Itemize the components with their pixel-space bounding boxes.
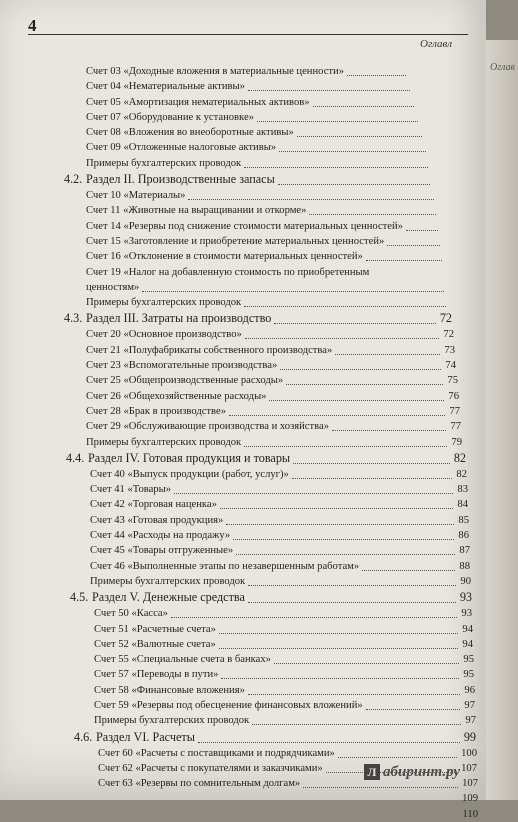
toc-page-number: 75 [447, 375, 458, 387]
toc-entry-title: Счет 03 «Доходные вложения в материальные ценности» [86, 66, 344, 77]
toc-entry-row [0, 419, 461, 434]
toc-entry-title: Счет 44 «Расходы на продажу» [90, 530, 231, 542]
toc-entry-row [0, 249, 444, 264]
toc-dot-leader [366, 709, 460, 710]
toc-entry-row [0, 807, 478, 822]
toc-entry-row [0, 358, 456, 373]
toc-page-number: 77 [450, 421, 461, 433]
toc-entry-row [0, 404, 460, 419]
toc-dot-leader [236, 554, 455, 555]
toc-page-number: 109 [462, 793, 478, 805]
toc-page-number: 72 [443, 329, 454, 341]
toc-entry-title: Счет 11 «Животные на выращивании и откорме» [86, 205, 307, 217]
toc-entry-title: Счет 59 «Резервы под обесценение финансовых вложений» [94, 699, 363, 711]
toc-page-number: 88 [459, 560, 470, 572]
toc-dot-leader [286, 384, 443, 385]
watermark-text: абиринт.ру [383, 764, 461, 780]
toc-page-number: 90 [460, 575, 471, 587]
toc-page-number: 100 [461, 747, 477, 759]
toc-page-number: 73 [444, 344, 455, 356]
toc-entry-row [0, 482, 468, 497]
toc-dot-leader [313, 106, 414, 107]
toc-entry-title: Счет 25 «Общепроизводственные расходы» [86, 375, 284, 387]
toc-entry-title: Счет 46 «Выполненные этапы по незавершенным работам» [90, 560, 360, 572]
table-of-contents [0, 64, 486, 822]
toc-dot-leader [362, 570, 455, 571]
toc-entry-title: Раздел IV. Готовая продукция и товары [88, 450, 291, 465]
toc-entry-row [0, 543, 470, 558]
toc-entry-title: Счет 16 «Отклонение в стоимости материальных ценностей» [86, 251, 363, 263]
toc-entry-title: Счет 42 «Торговая наценка» [90, 499, 217, 511]
toc-dot-leader [280, 369, 441, 370]
toc-dot-leader [248, 602, 456, 603]
page-number: 4 [28, 16, 37, 35]
toc-page-number: 74 [445, 360, 456, 372]
toc-entry-title: Счет 10 «Материалы» [86, 190, 186, 202]
toc-page-number: 96 [464, 684, 475, 696]
toc-dot-leader [219, 633, 458, 634]
toc-dot-leader [387, 245, 440, 246]
toc-entry-title: Примеры бухгалтерских проводок [94, 715, 250, 727]
toc-entry-row [0, 265, 444, 280]
header-rule [28, 34, 468, 35]
toc-page-number: 95 [463, 669, 474, 681]
toc-dot-leader [335, 354, 440, 355]
next-page-edge [486, 40, 518, 800]
toc-entry-title: Счет 55 «Специальные счета в банках» [94, 654, 271, 666]
toc-page-number: 97 [465, 715, 476, 727]
toc-section-row [0, 171, 432, 188]
toc-dot-leader [338, 757, 457, 758]
toc-page-number: 77 [449, 405, 460, 417]
toc-entry-title: ценностям» [86, 281, 140, 293]
toc-entry-row [0, 497, 468, 512]
toc-entry-title: Счет 60 «Расчеты с поставщиками и подрядчиками» [98, 747, 335, 759]
toc-entry-title: Счет 29 «Обслуживающие производства и хозяйства» [86, 421, 330, 433]
toc-entry-title: Счет 52 «Валютные счета» [94, 638, 216, 650]
toc-entry-row [0, 64, 408, 79]
toc-dot-leader [244, 446, 447, 447]
toc-entry-row [0, 435, 462, 450]
labirint-watermark [364, 764, 460, 781]
toc-page-number: 76 [448, 390, 459, 402]
toc-entry-row [0, 79, 412, 94]
toc-page-number: 86 [458, 530, 469, 542]
toc-entry-title: Счет 20 «Основное производство» [86, 329, 242, 341]
toc-page-number: 93 [459, 590, 472, 605]
toc-entry-title: Раздел III. Затраты на производство [86, 311, 272, 326]
toc-entry-title: Счет 50 «Касса» [94, 608, 168, 620]
toc-entry-row [0, 698, 475, 713]
toc-entry-row [0, 188, 436, 203]
toc-section-number: 4.2. [64, 172, 83, 187]
toc-entry-title: Счет 14 «Резервы под снижение стоимости материальных ценностей» [86, 220, 403, 232]
toc-dot-leader [171, 617, 457, 618]
toc-dot-leader [366, 260, 442, 261]
toc-page-number: 72 [439, 311, 452, 326]
toc-section-number: 4.6. [74, 729, 93, 744]
toc-dot-leader [252, 724, 461, 725]
toc-dot-leader [347, 75, 406, 76]
toc-page-number: 79 [451, 436, 462, 448]
toc-page-number: 99 [463, 729, 476, 744]
toc-dot-leader [292, 478, 452, 479]
toc-page-number: 87 [459, 545, 470, 557]
toc-section-number: 4.4. [66, 450, 85, 465]
toc-entry-row [0, 683, 475, 698]
toc-entry-row [0, 234, 442, 249]
toc-dot-leader [278, 184, 430, 185]
toc-dot-leader [248, 694, 460, 695]
toc-dot-leader [274, 663, 459, 664]
toc-dot-leader [233, 539, 454, 540]
toc-section-number: 4.5. [70, 590, 89, 605]
toc-section-row [0, 729, 476, 746]
toc-entry-title: Примеры бухгалтерских проводок [86, 297, 242, 309]
toc-entry-title: Примеры бухгалтерских проводок [86, 157, 242, 169]
toc-dot-leader [220, 508, 453, 509]
toc-dot-leader [309, 214, 436, 215]
toc-entry-title: Счет 23 «Вспомогательные производства» [86, 360, 278, 372]
toc-entry-row [0, 219, 440, 234]
toc-dot-leader [198, 742, 460, 743]
toc-entry-title: Счет 15 «Заготовление и приобретение материальных ценностей» [86, 235, 385, 247]
toc-dot-leader [229, 415, 445, 416]
toc-entry-title: Счет 40 «Выпуск продукции (работ, услуг)» [90, 468, 289, 480]
next-page-header: Оглав [490, 62, 515, 73]
toc-page-number: 93 [461, 608, 472, 620]
toc-page-number: 85 [458, 514, 469, 526]
toc-page-number: 107 [461, 762, 477, 774]
toc-page-number: 83 [457, 484, 468, 496]
toc-dot-leader [279, 151, 426, 152]
toc-entry-row [0, 467, 467, 482]
toc-dot-leader [406, 230, 438, 231]
toc-entry-title: Счет 05 «Амортизация нематериальных активов» [86, 96, 310, 108]
toc-entry-title: Счет 19 «Налог на добавленную стоимость по приобретенным [86, 266, 370, 278]
toc-entry-row [0, 343, 455, 358]
toc-entry-title: Счет 58 «Финансовые вложения» [94, 684, 245, 696]
toc-dot-leader [257, 121, 418, 122]
toc-entry-title: Счет 04 «Нематериальные активы» [86, 81, 245, 93]
labirint-logo-icon: Л [364, 764, 380, 780]
toc-entry-title: Счет 09 «Отложенные налоговые активы» [86, 142, 277, 154]
toc-entry-title: Раздел II. Производственные запасы [86, 172, 275, 187]
toc-entry-row [0, 622, 473, 637]
toc-entry-title: Счет 57 «Переводы в пути» [94, 669, 219, 681]
toc-entry-row [0, 156, 430, 171]
toc-page-number: 97 [464, 699, 475, 711]
toc-dot-leader [226, 524, 454, 525]
toc-entry-title: Раздел V. Денежные средства [92, 590, 245, 605]
toc-page-number: 95 [463, 654, 474, 666]
toc-entry-row [0, 373, 458, 388]
toc-dot-leader [332, 430, 446, 431]
toc-entry-title: Счет 21 «Полуфабрикаты собственного производства» [86, 344, 333, 356]
toc-entry-title: Счет 63 «Резервы по сомнительным долгам» [98, 778, 301, 790]
toc-page-number: 82 [453, 450, 466, 465]
toc-dot-leader [219, 648, 458, 649]
toc-entry-title: Счет 41 «Товары» [90, 484, 172, 496]
toc-entry-title: Счет 43 «Готовая продукция» [90, 514, 224, 526]
toc-entry-title: Счет 45 «Товары отгруженные» [90, 545, 234, 557]
toc-dot-leader [274, 323, 436, 324]
toc-entry-row [0, 513, 469, 528]
toc-entry-row [0, 389, 459, 404]
toc-entry-row [0, 637, 473, 652]
toc-dot-leader [245, 338, 439, 339]
toc-page-number: 110 [462, 808, 478, 820]
toc-section-row [0, 589, 472, 606]
toc-entry-title: Счет 28 «Брак в производстве» [86, 405, 226, 417]
toc-section-number: 4.3. [64, 311, 83, 326]
toc-entry-title: Примеры бухгалтерских проводок [86, 436, 242, 448]
toc-entry-title: Счет 26 «Общехозяйственные расходы» [86, 390, 267, 402]
toc-entry-row [0, 203, 438, 218]
running-header-title: Оглавл [420, 38, 453, 50]
toc-entry-row [0, 280, 446, 295]
toc-entry-title: Раздел VI. Расчеты [96, 729, 195, 744]
toc-entry-row [0, 652, 474, 667]
toc-dot-leader [174, 493, 453, 494]
toc-page-number: 107 [462, 778, 478, 790]
toc-entry-row [0, 606, 472, 621]
toc-dot-leader [244, 167, 428, 168]
toc-page-number: 94 [462, 638, 473, 650]
toc-dot-leader [293, 463, 450, 464]
toc-entry-title: Счет 08 «Вложения во внеоборотные активы» [86, 127, 294, 139]
toc-dot-leader [221, 678, 459, 679]
toc-entry-row [0, 713, 476, 728]
toc-entry-row [0, 95, 416, 110]
toc-entry-title: Счет 62 «Расчеты с покупателями и заказчиками» [98, 762, 323, 774]
toc-page-number: 82 [456, 468, 467, 480]
toc-entry-row [0, 295, 448, 310]
toc-entry-row [0, 574, 471, 589]
toc-dot-leader [269, 400, 444, 401]
toc-entry-row [0, 667, 474, 682]
toc-dot-leader [248, 585, 456, 586]
toc-dot-leader [303, 787, 458, 788]
toc-entry-title: Примеры бухгалтерских проводок [90, 575, 246, 587]
toc-entry-row [0, 528, 469, 543]
toc-entry-row [0, 746, 477, 761]
toc-entry-row [0, 140, 428, 155]
toc-entry-row [0, 125, 424, 140]
toc-entry-row [0, 110, 420, 125]
toc-dot-leader [248, 90, 410, 91]
toc-page-number: 84 [457, 499, 468, 511]
toc-entry-row [0, 559, 470, 574]
toc-page-number: 94 [462, 623, 473, 635]
toc-entry-row [0, 327, 454, 342]
toc-dot-leader [244, 306, 446, 307]
toc-entry-row [0, 791, 478, 806]
toc-entry-title: Счет 51 «Расчетные счета» [94, 623, 216, 635]
toc-entry-title: Счет 07 «Оборудование к установке» [86, 111, 254, 123]
toc-section-row [0, 310, 452, 327]
toc-dot-leader [297, 136, 422, 137]
toc-dot-leader [142, 291, 444, 292]
toc-dot-leader [188, 199, 434, 200]
toc-section-row [0, 450, 466, 467]
